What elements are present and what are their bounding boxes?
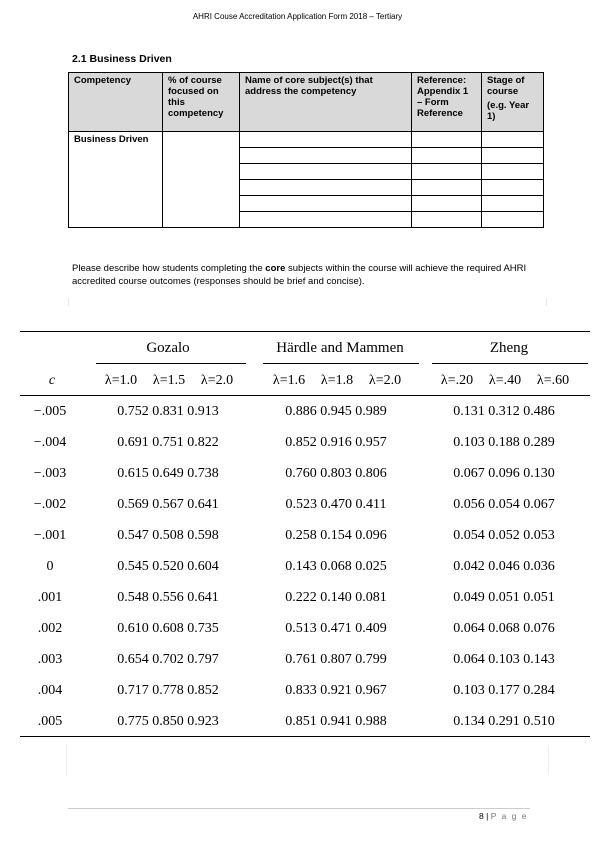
reference-cell[interactable] — [412, 212, 482, 228]
table-row — [20, 714, 590, 734]
cell-c: .004 — [37, 683, 63, 698]
header-competency: Competency — [69, 73, 163, 132]
header-core-subjects: Name of core subject(s) that address the competency — [240, 73, 412, 132]
cell-hardle: 0.886 0.945 0.989 — [285, 404, 387, 419]
table-row — [20, 683, 590, 703]
footer-rule — [68, 808, 530, 809]
cell-c: −.001 — [33, 528, 67, 543]
cell-gozalo: 0.545 0.520 0.604 — [117, 559, 219, 574]
table-row — [20, 528, 590, 548]
subject-cell[interactable] — [240, 196, 412, 212]
cell-hardle: 0.851 0.941 0.988 — [285, 714, 387, 729]
cell-gozalo: 0.717 0.778 0.852 — [117, 683, 219, 698]
table-row — [20, 466, 590, 486]
cell-hardle: 0.760 0.803 0.806 — [285, 466, 387, 481]
stage-cell[interactable] — [482, 132, 544, 148]
page-footer — [468, 811, 528, 821]
param-g3: λ=2.0 — [200, 373, 234, 388]
cell-hardle: 0.222 0.140 0.081 — [285, 590, 387, 605]
cell-hardle: 0.523 0.470 0.411 — [285, 497, 387, 512]
param-h3: λ=2.0 — [368, 373, 402, 388]
faded-mark — [66, 745, 67, 775]
para-bold: core — [265, 263, 286, 274]
cell-c: .001 — [37, 590, 63, 605]
cell-hardle: 0.761 0.807 0.799 — [285, 652, 387, 667]
para-after: subjects within the course will achieve the required AHRI accredited course outcomes (responses should be brief and concise). — [72, 263, 527, 287]
header-stage-label: Stage of course — [487, 75, 525, 97]
faded-mark — [546, 298, 547, 306]
cell-gozalo: 0.569 0.567 0.641 — [117, 497, 219, 512]
para-before: Please describe how students completing the — [72, 263, 266, 274]
percent-input-cell[interactable] — [163, 132, 240, 228]
param-h2: λ=1.8 — [320, 373, 354, 388]
cell-gozalo: 0.548 0.556 0.641 — [117, 590, 219, 605]
section-title: 2.1 Business Driven — [72, 53, 172, 65]
cell-zheng: 0.056 0.054 0.067 — [453, 497, 555, 512]
reference-cell[interactable] — [412, 196, 482, 212]
table-row — [20, 621, 590, 641]
table-row — [20, 497, 590, 517]
group-zheng: Zheng — [489, 340, 529, 356]
param-z2: λ=.40 — [488, 373, 522, 388]
cell-c: .003 — [37, 652, 63, 667]
row-label-business-driven: Business Driven — [69, 132, 163, 228]
cell-zheng: 0.064 0.068 0.076 — [453, 621, 555, 636]
cell-hardle: 0.852 0.916 0.957 — [285, 435, 387, 450]
footer-separator: | — [486, 811, 489, 821]
cell-zheng: 0.134 0.291 0.510 — [453, 714, 555, 729]
stage-cell[interactable] — [482, 180, 544, 196]
cell-gozalo: 0.610 0.608 0.735 — [117, 621, 219, 636]
table-row — [20, 590, 590, 610]
table-row — [20, 652, 590, 672]
faded-mark — [68, 298, 69, 306]
cell-hardle: 0.833 0.921 0.967 — [285, 683, 387, 698]
cell-zheng: 0.131 0.312 0.486 — [453, 404, 555, 419]
header-percent-focus: % of course focused on this competency — [163, 73, 240, 132]
cell-c: −.002 — [33, 497, 67, 512]
subject-cell[interactable] — [240, 164, 412, 180]
header-bottom-rule — [20, 395, 590, 396]
cell-c: −.003 — [33, 466, 67, 481]
cell-c: −.005 — [33, 404, 67, 419]
subject-cell[interactable] — [240, 212, 412, 228]
cell-hardle: 0.258 0.154 0.096 — [285, 528, 387, 543]
param-g2: λ=1.5 — [152, 373, 186, 388]
group-rule-zheng — [432, 363, 588, 364]
group-rule-gozalo — [96, 363, 246, 364]
table-row — [20, 559, 590, 579]
cell-zheng: 0.064 0.103 0.143 — [453, 652, 555, 667]
group-hardle-mammen: Härdle and Mammen — [276, 340, 404, 356]
cell-c: 0 — [46, 559, 54, 574]
cell-c: .005 — [37, 714, 63, 729]
header-stage-note: (e.g. Year 1) — [487, 100, 530, 122]
param-g1: λ=1.0 — [104, 373, 138, 388]
group-gozalo: Gozalo — [146, 340, 190, 356]
table-row — [20, 435, 590, 455]
subject-cell[interactable] — [240, 180, 412, 196]
cell-gozalo: 0.615 0.649 0.738 — [117, 466, 219, 481]
param-z1: λ=.20 — [440, 373, 474, 388]
col-c-header: c — [48, 373, 56, 388]
cell-zheng: 0.103 0.177 0.284 — [453, 683, 555, 698]
table-top-rule — [20, 331, 590, 332]
param-h1: λ=1.6 — [272, 373, 306, 388]
stage-cell[interactable] — [482, 148, 544, 164]
document-header: AHRI Couse Accreditation Application Form 2018 – Tertiary — [192, 12, 403, 21]
group-rule-hardle — [263, 363, 419, 364]
faded-mark — [548, 745, 549, 775]
page-label: P a g e — [490, 811, 528, 821]
cell-c: −.004 — [33, 435, 67, 450]
cell-zheng: 0.067 0.096 0.130 — [453, 466, 555, 481]
cell-hardle: 0.513 0.471 0.409 — [285, 621, 387, 636]
cell-zheng: 0.049 0.051 0.051 — [453, 590, 555, 605]
param-z3: λ=.60 — [536, 373, 570, 388]
cell-hardle: 0.143 0.068 0.025 — [285, 559, 387, 574]
stage-cell[interactable] — [482, 196, 544, 212]
header-stage — [482, 73, 544, 132]
stage-cell[interactable] — [482, 164, 544, 180]
subject-cell[interactable] — [240, 132, 412, 148]
cell-gozalo: 0.775 0.850 0.923 — [117, 714, 219, 729]
competency-form-table — [68, 72, 544, 228]
reference-cell[interactable] — [412, 148, 482, 164]
cell-gozalo: 0.691 0.751 0.822 — [117, 435, 219, 450]
cell-c: .002 — [37, 621, 63, 636]
cell-zheng: 0.054 0.052 0.053 — [453, 528, 555, 543]
cell-gozalo: 0.654 0.702 0.797 — [117, 652, 219, 667]
cell-zheng: 0.042 0.046 0.036 — [453, 559, 555, 574]
table-bottom-rule — [20, 736, 590, 737]
reference-cell[interactable] — [412, 180, 482, 196]
table-row — [20, 404, 590, 424]
reference-cell[interactable] — [412, 132, 482, 148]
cell-zheng: 0.103 0.188 0.289 — [453, 435, 555, 450]
cell-gozalo: 0.752 0.831 0.913 — [117, 404, 219, 419]
page-number: 8 — [479, 811, 484, 821]
reference-cell[interactable] — [412, 164, 482, 180]
subject-cell[interactable] — [240, 148, 412, 164]
instructions-paragraph — [72, 263, 542, 288]
stage-cell[interactable] — [482, 212, 544, 228]
cell-gozalo: 0.547 0.508 0.598 — [117, 528, 219, 543]
header-reference: Reference: Appendix 1 – Form Reference — [412, 73, 482, 132]
